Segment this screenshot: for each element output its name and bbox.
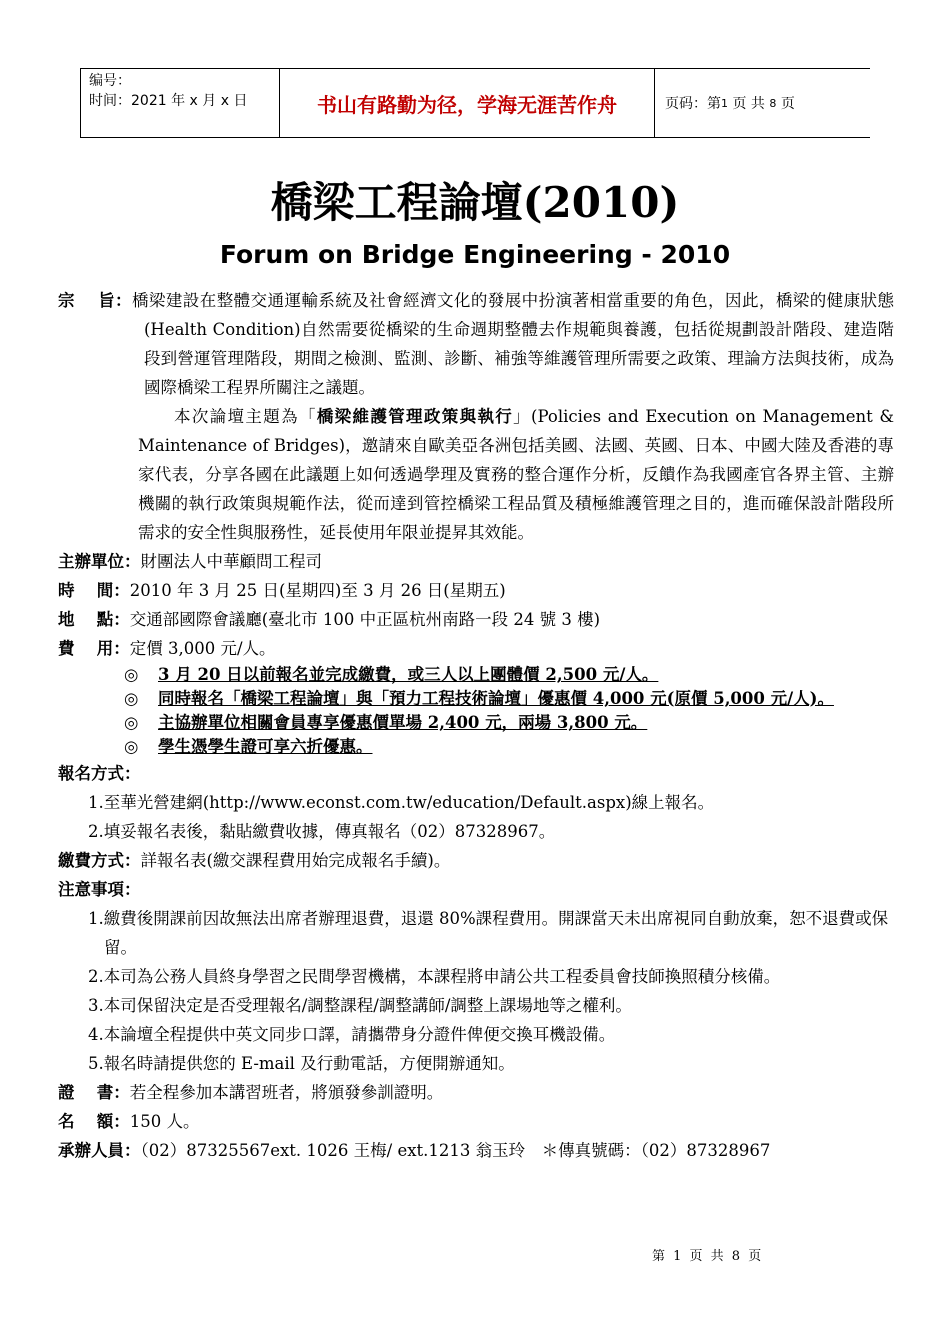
document-date: 时间：2021 年 x 月 x 日 [89,93,248,109]
document-body [58,286,894,1165]
purpose-section [58,286,894,402]
quota-row: 名 額：150 人。 [58,1112,200,1131]
page-header [80,68,870,138]
registration-label: 報名方式： [58,764,141,783]
header-page-counter: 页码：第 1 页 共 8 页 [665,96,795,112]
header-motto: 书山有路勤为径，学海无涯苦作舟 [280,69,655,137]
notes-item: 4.本論壇全程提供中英文同步口譯，請攜帶身分證件俾便交換耳機設備。 [88,1025,616,1044]
registration-item: 1.至華光營建網(http://www.econst.com.tw/education/Default.aspx)線上報名。 [88,793,715,812]
time-row: 時 間：2010 年 3 月 25 日(星期四)至 3 月 26 日(星期五) [58,581,506,600]
contact-value: （02）87325567ext. 1026 王梅/ ext.1213 翁玉玲 ＊傳真號碼：（02）87328967 [140,1141,771,1160]
notes-item: 1.繳費後開課前因故無法出席者辦理退費，退還 80%課程費用。開課當天未出席視同自動放棄，恕不退費或保留。 [88,909,889,957]
contact-row: 承辦人員：（02）87325567ext. 1026 王梅/ ext.1213 翁玉玲 ＊傳真號碼：（02）87328967 [58,1141,771,1160]
place-value: 交通部國際會議廳(臺北市 100 中正區杭州南路一段 24 號 3 樓) [129,610,601,629]
purpose-paragraph-2: 本次論壇主題為「橋梁維護管理政策與執行」(Policies and Execution on Management & Maintenance of Bridges)，邀請來自歐美亞各洲包括美國、法國、英國、日本、中國大陸及香港的專家代表，分享各國在此議題上如何透過學理及實務的整合運作分析，反饋作為我國產官各界主管、主辦機關的執行政策與規範作法，從而達到管控橋梁工程品質及積極維護管理之目的，進而確保設計階段所需求的安全性與服務性，延長使用年限並提昇其效能。 [138,407,895,542]
purpose-paragraph-1: 橋梁建設在整體交通運輸系統及社會經濟文化的發展中扮演著相當重要的角色，因此，橋梁的健康狀態(Health Condition)自然需要從橋梁的生命週期整體去作規範與養護，包括從規劃設計階段、建造階段到營運管理階段，期間之檢測、監測、診斷、補強等維護管理所需要之政策、理論方法與技術，成為國際橋梁工程界所關注之議題。 [131,291,894,397]
bullet-icon: ◎ [124,713,139,732]
certificate-row: 證 書：若全程參加本講習班者，將頒發參訓證明。 [58,1083,444,1102]
purpose-label: 宗 旨： [58,291,132,310]
fee-option: ◎ 3 月 20 日以前報名並完成繳費，或三人以上團體價 2,500 元/人。 [58,663,894,687]
bullet-icon: ◎ [124,665,139,684]
fee-row: 費 用：定價 3,000 元/人。 [58,639,276,658]
bullet-icon: ◎ [124,689,139,708]
forum-theme: 橋梁維護管理政策與執行 [316,407,514,426]
page-footer: 第 1 页 共 8 页 [652,1249,764,1264]
certificate-value: 若全程參加本講習班者，將頒發參訓證明。 [129,1083,444,1102]
header-meta [80,69,280,137]
payment-row: 繳費方式：詳報名表(繳交課程費用始完成報名手續)。 [58,851,451,870]
notes-item: 5.報名時請提供您的 E-mail 及行動電話，方便開辦通知。 [88,1054,515,1073]
fee-option: ◎ 學生憑學生證可享六折優惠。 [58,735,894,759]
payment-value: 詳報名表(繳交課程費用始完成報名手續)。 [140,851,451,870]
fee-option: ◎ 主協辦單位相關會員專享優惠價單場 2,400 元，兩場 3,800 元。 [58,711,894,735]
registration-item: 2.填妥報名表後，黏貼繳費收據，傳真報名（02）87328967。 [88,822,556,841]
bullet-icon: ◎ [124,737,139,756]
notes-item: 2.本司為公務人員終身學習之民間學習機構，本課程將申請公共工程委員會技師換照積分核備。 [88,967,781,986]
fee-option: ◎ 同時報名「橋梁工程論壇」與「預力工程技術論壇」優惠價 4,000 元(原價 5,000 元/人)。 [58,687,894,711]
page-subtitle: Forum on Bridge Engineering - 2010 [219,240,731,269]
organizer-row: 主辦單位：財團法人中華顧問工程司 [58,552,322,571]
fee-value: 定價 3,000 元/人。 [129,639,276,658]
quota-value: 150 人。 [129,1112,200,1131]
place-row: 地 點：交通部國際會議廳(臺北市 100 中正區杭州南路一段 24 號 3 樓) [58,610,601,629]
notes-item: 3.本司保留決定是否受理報名/調整課程/調整講師/調整上課場地等之權利。 [88,996,632,1015]
organizer-value: 財團法人中華顧問工程司 [140,552,322,571]
document-number: 编号： [89,73,131,89]
page-title: 橋梁工程論壇(2010) [270,178,680,227]
notes-label: 注意事項： [58,880,141,899]
time-value: 2010 年 3 月 25 日(星期四)至 3 月 26 日(星期五) [129,581,506,600]
